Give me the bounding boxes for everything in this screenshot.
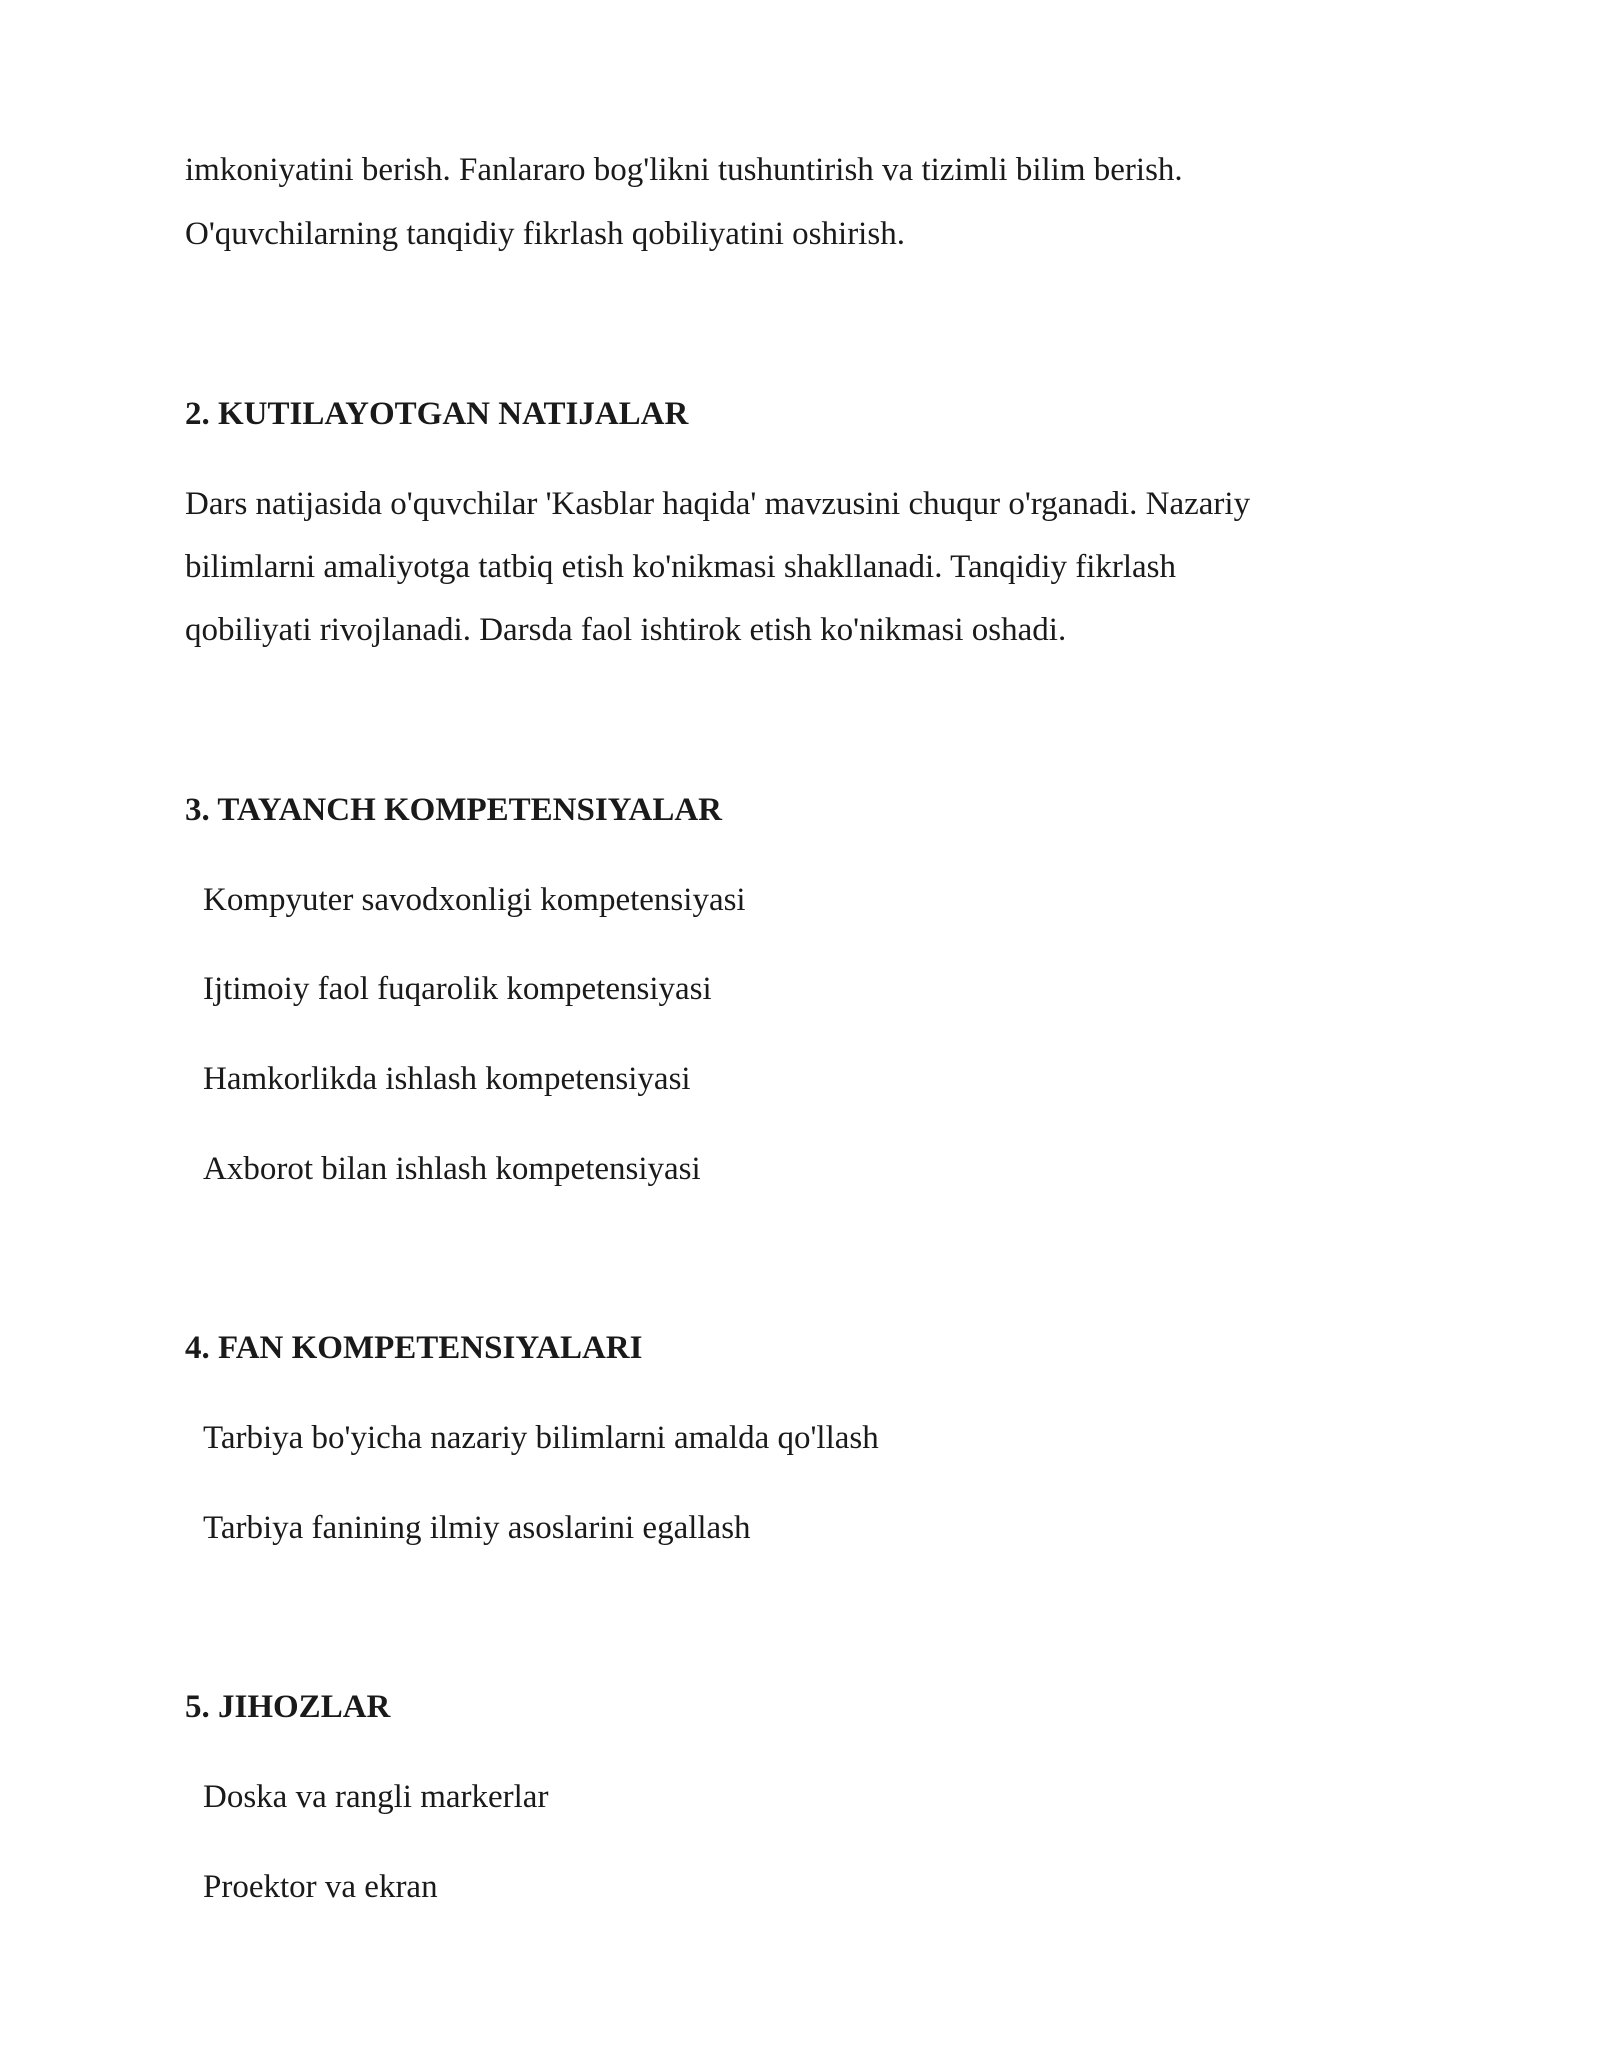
list-item: Doska va rangli markerlar (203, 1779, 549, 1815)
section-heading-natijalar: 2. KUTILAYOTGAN NATIJALAR (185, 396, 689, 432)
natijalar-line-2: bilimlarni amaliyotga tatbiq etish ko'nikmasi shakllanadi. Tanqidiy fikrlash (185, 549, 1177, 585)
section-heading-tayanch: 3. TAYANCH KOMPETENSIYALAR (185, 792, 722, 828)
natijalar-line-1: Dars natijasida o'quvchilar 'Kasblar haqida' mavzusini chuqur o'rganadi. Nazariy (185, 486, 1251, 522)
intro-line-1: imkoniyatini berish. Fanlararo bog'likni tushuntirish va tizimli bilim berish. (185, 152, 1183, 188)
list-item: Proektor va ekran (203, 1869, 438, 1905)
list-item: Hamkorlikda ishlash kompetensiyasi (203, 1061, 691, 1097)
intro-line-2: O'quvchilarning tanqidiy fikrlash qobiliyatini oshirish. (185, 216, 905, 252)
list-item: Ijtimoiy faol fuqarolik kompetensiyasi (203, 971, 712, 1007)
list-item: Axborot bilan ishlash kompetensiyasi (203, 1151, 701, 1187)
list-item: Kompyuter savodxonligi kompetensiyasi (203, 882, 746, 918)
section-heading-fan: 4. FAN KOMPETENSIYALARI (185, 1330, 643, 1366)
list-item: Tarbiya fanining ilmiy asoslarini egallash (203, 1510, 751, 1546)
list-item: Tarbiya bo'yicha nazariy bilimlarni amalda qo'llash (203, 1420, 879, 1456)
natijalar-line-3: qobiliyati rivojlanadi. Darsda faol ishtirok etish ko'nikmasi oshadi. (185, 612, 1067, 648)
section-heading-jihozlar: 5. JIHOZLAR (185, 1689, 391, 1725)
